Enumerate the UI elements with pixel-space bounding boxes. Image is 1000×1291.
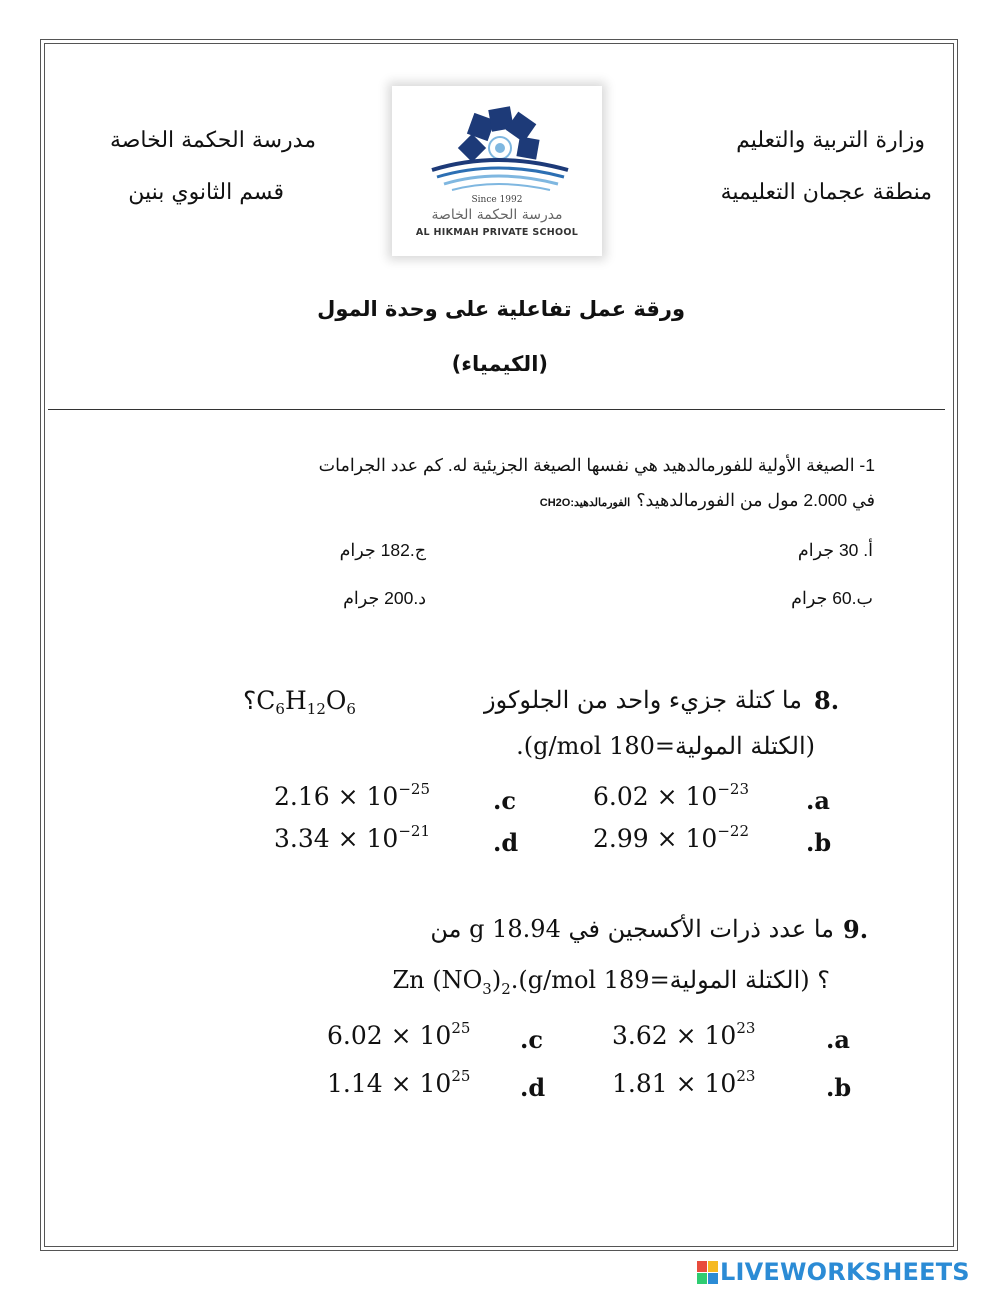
icon-square-yellow — [708, 1261, 718, 1272]
exponent: 25 — [451, 1019, 471, 1037]
title-divider — [48, 409, 945, 410]
formula-sub-2: 2 — [501, 979, 511, 998]
q9-option-d-value — [327, 1067, 470, 1098]
q8-qmark: ؟ — [243, 686, 257, 715]
icon-square-green — [697, 1273, 707, 1284]
icon-square-blue — [708, 1273, 718, 1284]
q8-option-c-value — [274, 780, 430, 811]
liveworksheets-logo-icon — [697, 1261, 718, 1284]
question8-molar-mass: (الكتلة المولية=180 g/mol). — [516, 732, 815, 760]
q9-option-a-value — [612, 1019, 755, 1050]
exponent: 23 — [736, 1019, 756, 1037]
q8-option-b-label: .b — [806, 828, 832, 857]
formula-o: O — [325, 686, 347, 715]
question1-option-b: ب.60 جرام — [791, 588, 873, 608]
q9-option-b-label: .b — [826, 1073, 852, 1102]
formula-c: C — [256, 686, 276, 715]
question1-note: الفورمالدهيد:CH2O — [539, 497, 631, 509]
mantissa: 2.99 — [593, 824, 649, 853]
logo-name-english: AL HIKMAH PRIVATE SCHOOL — [415, 227, 579, 238]
ministry-name: وزارة التربية والتعليم — [736, 128, 925, 153]
times-sign: × — [675, 1021, 697, 1050]
department-name: قسم الثانوي بنين — [128, 180, 284, 205]
times-sign: × — [656, 824, 678, 853]
question9-text: ما عدد ذرات الأكسجين في 18.94 g من — [430, 915, 834, 943]
times-sign: × — [675, 1069, 697, 1098]
times-sign: × — [390, 1069, 412, 1098]
formula-c-sub: 6 — [275, 700, 285, 718]
q9-rest: ؟ (الكتلة المولية=189 g/mol). — [510, 966, 830, 994]
base: 10 — [419, 1021, 452, 1050]
school-emblem-icon — [392, 86, 602, 196]
question1-line2 — [540, 490, 875, 511]
base: 10 — [366, 824, 399, 853]
question1-text: في 2.000 مول من الفورمالدهيد؟ — [636, 490, 875, 510]
q8-option-d-value — [274, 822, 430, 853]
formula-sub-3: 3 — [482, 979, 492, 998]
formula-zn-no: Zn (NO — [392, 966, 483, 994]
star-emblem — [458, 106, 540, 162]
q9-option-c-value — [327, 1019, 470, 1050]
exponent: 23 — [736, 1067, 756, 1085]
mantissa: 3.62 — [612, 1021, 668, 1050]
exponent: −22 — [717, 822, 749, 840]
q9-option-d-label: .d — [520, 1073, 546, 1102]
school-name: مدرسة الحكمة الخاصة — [109, 128, 316, 153]
q8-option-d-label: .d — [493, 828, 519, 857]
formula-h: H — [284, 686, 307, 715]
liveworksheets-brand[interactable] — [697, 1257, 970, 1287]
question1-option-c: ج.182 جرام — [339, 540, 426, 560]
times-sign: × — [656, 782, 678, 811]
q8-option-c-label: .c — [493, 786, 516, 815]
q8-option-b-value — [593, 822, 749, 853]
mantissa: 1.14 — [327, 1069, 383, 1098]
times-sign: × — [390, 1021, 412, 1050]
liveworksheets-wordmark: LIVEWORKSHEETS — [720, 1258, 970, 1286]
times-sign: × — [337, 824, 359, 853]
question9-line2 — [392, 966, 830, 998]
mantissa: 6.02 — [327, 1021, 383, 1050]
region-name: منطقة عجمان التعليمية — [720, 180, 932, 205]
question1-line1: 1- الصيغة الأولية للفورمالدهيد هي نفسها الصيغة الجزيئية له. كم عدد الجرامات — [318, 455, 875, 475]
q8-option-a-value — [593, 780, 749, 811]
worksheet-title: ورقة عمل تفاعلية على وحدة المول — [317, 297, 685, 321]
logo-since: Since 1992 — [471, 195, 523, 205]
exponent: −21 — [398, 822, 430, 840]
base: 10 — [419, 1069, 452, 1098]
formula-o-sub: 6 — [346, 700, 356, 718]
mantissa: 2.16 — [274, 782, 330, 811]
book-waves — [432, 160, 568, 190]
question8-text: ما كتلة جزيء واحد من الجلوكوز — [484, 686, 802, 714]
base: 10 — [685, 782, 718, 811]
exponent: 25 — [451, 1067, 471, 1085]
base: 10 — [366, 782, 399, 811]
exponent: −25 — [398, 780, 430, 798]
base: 10 — [704, 1021, 737, 1050]
school-logo — [392, 86, 602, 256]
base: 10 — [685, 824, 718, 853]
mantissa: 6.02 — [593, 782, 649, 811]
question9-number: 9. — [843, 915, 869, 944]
question8-number: 8. — [814, 686, 840, 715]
question1-option-a: أ. 30 جرام — [797, 540, 873, 560]
q9-option-b-value — [612, 1067, 755, 1098]
q9-option-a-label: .a — [826, 1025, 850, 1054]
formula-h-sub: 12 — [306, 700, 326, 718]
base: 10 — [704, 1069, 737, 1098]
question1-option-d: د.200 جرام — [343, 588, 426, 608]
exponent: −23 — [717, 780, 749, 798]
q8-option-a-label: .a — [806, 786, 830, 815]
logo-name-arabic: مدرسة الحكمة الخاصة — [431, 207, 563, 223]
icon-square-red — [697, 1261, 707, 1272]
question8-formula — [243, 686, 356, 718]
times-sign: × — [337, 782, 359, 811]
worksheet-subject: (الكيمياء) — [451, 352, 548, 376]
mantissa: 3.34 — [274, 824, 330, 853]
mantissa: 1.81 — [612, 1069, 668, 1098]
formula-close: ) — [491, 966, 502, 994]
q9-formula — [392, 966, 511, 998]
q9-option-c-label: .c — [520, 1025, 543, 1054]
